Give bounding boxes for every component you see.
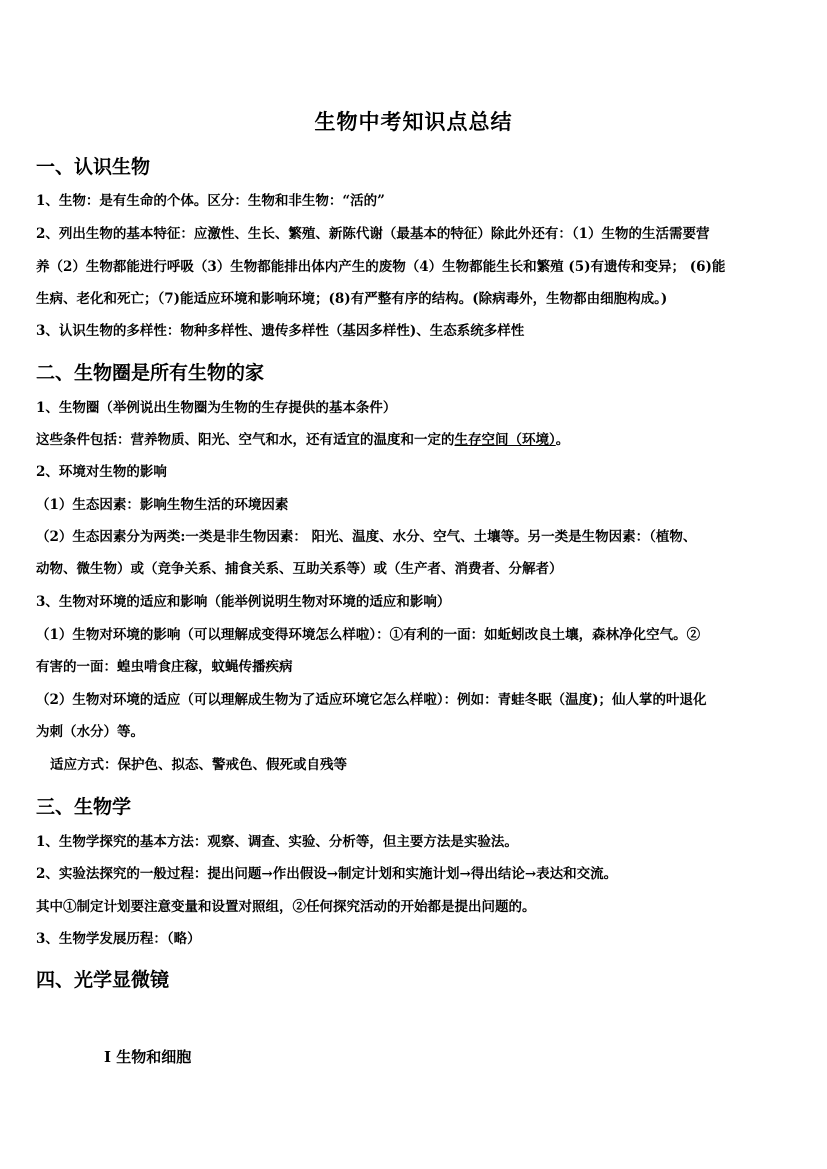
s2-paragraph-5: （2）生态因素分为两类:一类是非生物因素： 阳光、温度、水分、空气、土壤等。另一类是生物因素：（植物、 bbox=[36, 529, 697, 545]
s1-paragraph-1: 1、生物：是有生命的个体。区分：生物和非生物：“活的” bbox=[36, 193, 385, 209]
s2-paragraph-2-underlined: 生存空间（环境） bbox=[454, 432, 556, 448]
s3-paragraph-4: 3、生物学发展历程：（略） bbox=[36, 931, 201, 947]
s2-paragraph-10: （2）生物对环境的适应（可以理解成生物为了适应环境它怎么样啦）：例如：青蛙冬眠（温度)；仙人掌的叶退化 bbox=[36, 692, 707, 708]
s2-paragraph-1: 1、生物圈（举例说出生物圈为生物的生存提供的基本条件） bbox=[36, 400, 397, 416]
s4-subheading: Ⅰ 生物和细胞 bbox=[104, 1048, 192, 1066]
s2-paragraph-2-text: 这些条件包括：营养物质、阳光、空气和水，还有适宜的温度和一定的 bbox=[36, 432, 455, 448]
s3-paragraph-1: 1、生物学探究的基本方法：观察、调查、实验、分析等，但主要方法是实验法。 bbox=[36, 834, 518, 850]
section-1-heading: 一、认识生物 bbox=[36, 156, 151, 178]
s2-paragraph-9: 有害的一面：蝗虫啃食庄稼，蚊蝇传播疾病 bbox=[36, 659, 293, 675]
s1-paragraph-2: 2、列出生物的基本特征：应激性、生长、繁殖、新陈代谢（最基本的特征）除此外还有：（1）生物的生活需要营 bbox=[36, 226, 710, 242]
s2-paragraph-2-end: 。 bbox=[555, 432, 570, 448]
s1-paragraph-3: 养（2）生物都能进行呼吸（3）生物都能排出体内产生的废物（4）生物都能生长和繁殖 (5)有遗传和变异； (6)能 bbox=[36, 259, 726, 275]
s2-paragraph-2 bbox=[36, 424, 776, 456]
s3-paragraph-2: 2、实验法探究的一般过程：提出问题→作出假设→制定计划和实施计划→得出结论→表达和交流。 bbox=[36, 866, 618, 882]
section-2-heading: 二、生物圈是所有生物的家 bbox=[36, 362, 265, 384]
s2-paragraph-4: （1）生态因素：影响生物生活的环境因素 bbox=[36, 497, 289, 513]
s2-paragraph-7: 3、生物对环境的适应和影响（能举例说明生物对环境的适应和影响） bbox=[36, 594, 451, 610]
document-title: 生物中考知识点总结 bbox=[314, 109, 513, 134]
s3-paragraph-3: 其中①制定计划要注意变量和设置对照组，②任何探究活动的开始都是提出问题的。 bbox=[36, 899, 536, 915]
s2-paragraph-11: 为刺（水分）等。 bbox=[36, 724, 144, 740]
section-4-heading: 四、光学显微镜 bbox=[36, 969, 170, 991]
s2-paragraph-8: （1）生物对环境的影响（可以理解成变得环境怎么样啦）：①有利的一面：如蚯蚓改良土壤，森林净化空气。② bbox=[36, 627, 701, 643]
s1-paragraph-5: 3、认识生物的多样性：物种多样性、遗传多样性（基因多样性)、生态系统多样性 bbox=[36, 323, 525, 339]
s1-paragraph-4: 生病、老化和死亡；（7)能适应环境和影响环境；(8)有严整有序的结构。(除病毒外，生物都由细胞构成。) bbox=[36, 291, 668, 307]
s2-paragraph-3: 2、环境对生物的影响 bbox=[36, 464, 167, 480]
s2-paragraph-12: 适应方式：保护色、拟态、警戒色、假死或自残等 bbox=[50, 757, 347, 773]
section-3-heading: 三、生物学 bbox=[36, 796, 132, 818]
s2-paragraph-6: 动物、微生物）或（竞争关系、捕食关系、互助关系等）或（生产者、消费者、分解者） bbox=[36, 561, 563, 577]
